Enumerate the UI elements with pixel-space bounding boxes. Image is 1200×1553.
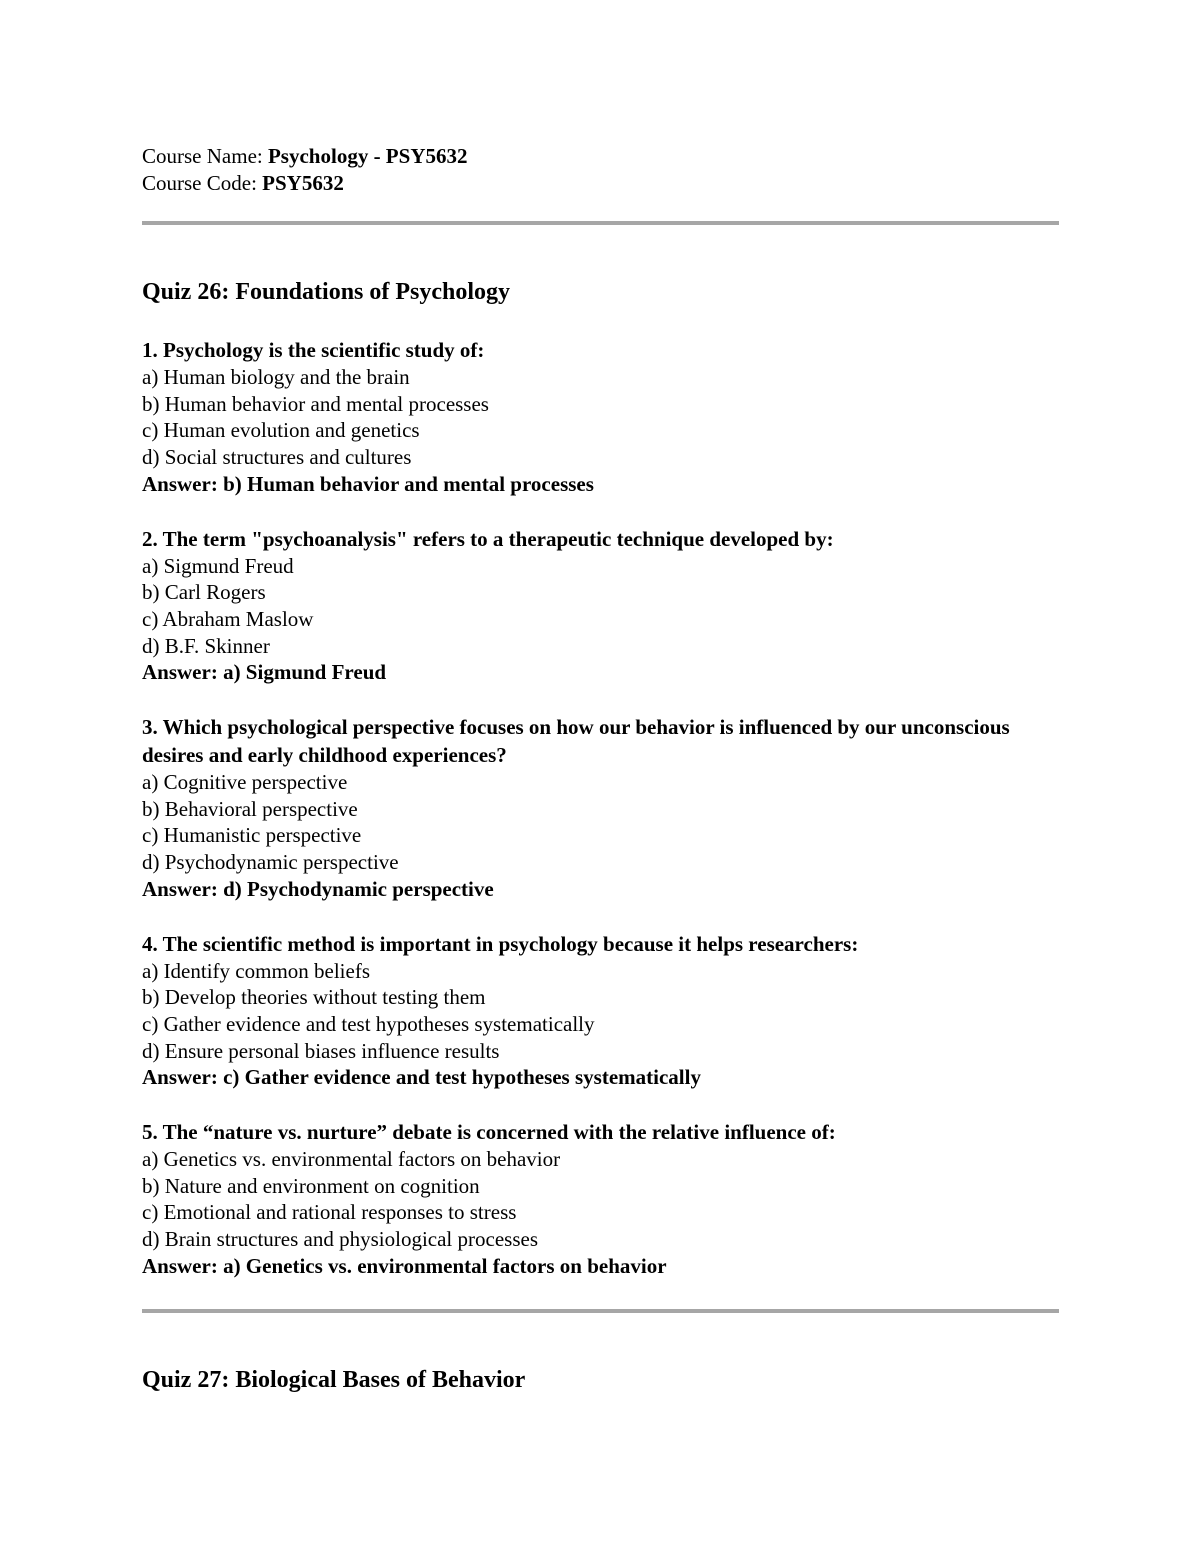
course-code-label: Course Code: bbox=[142, 170, 263, 195]
option-d: d) Social structures and cultures bbox=[142, 445, 412, 470]
option-a: a) Human biology and the brain bbox=[142, 365, 410, 389]
question-5 bbox=[142, 1118, 1059, 1280]
question-1 bbox=[142, 336, 1059, 498]
quiz-27-title: Quiz 27: Biological Bases of Behavior bbox=[142, 1367, 526, 1393]
answer: Answer: b) Human behavior and mental processes bbox=[142, 471, 594, 496]
divider-top bbox=[142, 221, 1059, 225]
quiz-26-title: Quiz 26: Foundations of Psychology bbox=[142, 279, 511, 305]
divider-bottom bbox=[142, 1309, 1059, 1313]
question-4 bbox=[142, 930, 1059, 1092]
option-c: c) Emotional and rational responses to stress bbox=[142, 1200, 517, 1225]
option-c: c) Abraham Maslow bbox=[142, 606, 314, 631]
question-text: 1. Psychology is the scientific study of: bbox=[142, 338, 485, 362]
option-d: d) Ensure personal biases influence results bbox=[142, 1038, 500, 1063]
question-text: 4. The scientific method is important in psychology because it helps researchers: bbox=[142, 931, 859, 956]
course-code-line bbox=[142, 170, 467, 197]
option-a: a) Sigmund Freud bbox=[142, 553, 294, 578]
answer: Answer: d) Psychodynamic perspective bbox=[142, 876, 494, 901]
option-d: d) Psychodynamic perspective bbox=[142, 850, 399, 875]
option-a: a) Cognitive perspective bbox=[142, 770, 348, 795]
quiz-26-questions bbox=[142, 336, 1059, 1307]
question-text: 2. The term "psychoanalysis" refers to a therapeutic technique developed by: bbox=[142, 526, 834, 551]
option-b: b) Nature and environment on cognition bbox=[142, 1173, 480, 1198]
question-2 bbox=[142, 525, 1059, 687]
option-c: c) Human evolution and genetics bbox=[142, 418, 420, 443]
option-a: a) Identify common beliefs bbox=[142, 958, 371, 983]
question-3 bbox=[142, 713, 1059, 903]
option-b: b) Develop theories without testing them bbox=[142, 985, 486, 1010]
answer: Answer: c) Gather evidence and test hypotheses systematically bbox=[142, 1065, 701, 1090]
answer: Answer: a) Sigmund Freud bbox=[142, 660, 387, 685]
option-c: c) Humanistic perspective bbox=[142, 823, 362, 848]
question-text: 3. Which psychological perspective focuses on how our behavior is influenced by our unconscious desires and early childhood experiences? bbox=[142, 715, 1010, 768]
option-c: c) Gather evidence and test hypotheses systematically bbox=[142, 1011, 595, 1036]
option-d: d) Brain structures and physiological processes bbox=[142, 1227, 538, 1252]
option-b: b) Carl Rogers bbox=[142, 580, 266, 605]
course-name-line bbox=[142, 143, 467, 170]
option-b: b) Human behavior and mental processes bbox=[142, 391, 489, 416]
option-d: d) B.F. Skinner bbox=[142, 633, 270, 658]
course-code-value: PSY5632 bbox=[262, 170, 344, 195]
question-text: 5. The “nature vs. nurture” debate is concerned with the relative influence of: bbox=[142, 1120, 836, 1145]
answer: Answer: a) Genetics vs. environmental factors on behavior bbox=[142, 1253, 667, 1278]
course-name-value: Psychology - PSY5632 bbox=[267, 144, 468, 168]
course-header bbox=[142, 143, 467, 196]
option-a: a) Genetics vs. environmental factors on behavior bbox=[142, 1147, 561, 1172]
course-name-label: Course Name: bbox=[142, 144, 268, 168]
option-b: b) Behavioral perspective bbox=[142, 796, 358, 821]
